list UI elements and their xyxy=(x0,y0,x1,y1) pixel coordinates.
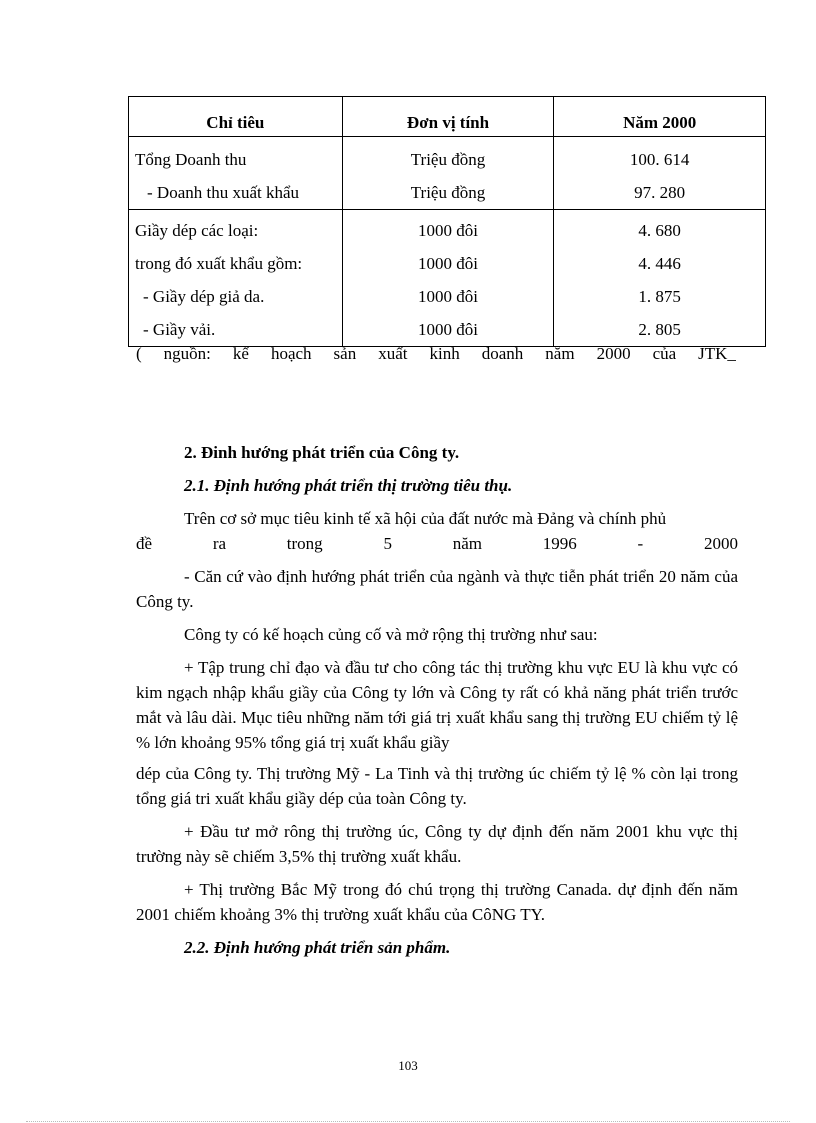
p1-word: 5 xyxy=(383,534,392,553)
header-year: Năm 2000 xyxy=(554,97,766,137)
source-word: xuất xyxy=(378,344,408,363)
source-word: kinh xyxy=(429,344,460,363)
source-word: sản xyxy=(333,344,357,363)
paragraph-3: Công ty có kế hoạch củng cố và mở rộng thị trường như sau: xyxy=(184,625,598,644)
source-word: nguồn: xyxy=(163,344,211,363)
paragraph-1-line-1: Trên cơ sở mục tiêu kinh tế xã hội của đất nước mà Đảng và chính phủ xyxy=(184,509,667,528)
table-row xyxy=(129,137,766,177)
paragraph-4: + Tập trung chỉ đạo và đầu tư cho công tác thị trường khu vực EU là khu vực có kim ngạch nhập khẩu giầy của Công ty lớn và Công ty rất có khả năng phát triển trước mắt và lâu dài. Mục tiêu những năm tới giá trị xuất khẩu sang thị trường EU chiếm tỷ lệ % lớn khoảng 95% tổng giá trị xuất khẩu giầy xyxy=(136,658,738,752)
paragraph-2: - Căn cứ vào định hướng phát triển của ngành và thực tiễn phát triển 20 năm của Công ty. xyxy=(136,567,738,611)
header-indicator: Chỉ tiêu xyxy=(129,97,343,137)
paragraph-7: + Thị trường Bắc Mỹ trong đó chú trọng thị trường Canada. dự định đến năm 2001 chiếm khoảng 3% thị trường xuất khẩu của CôNG TY. xyxy=(136,880,738,924)
row-label: Giầy dép các loại: xyxy=(129,210,343,248)
table-row xyxy=(129,210,766,248)
p1-word: đề xyxy=(136,534,153,553)
paragraph-6: + Đầu tư mở rông thị trường úc, Công ty dự định đến năm 2001 khu vực thị trường này sẽ chiếm 3,5% thị trường xuất khẩu. xyxy=(136,822,738,866)
row-unit: 1000 đôi xyxy=(342,210,554,248)
source-word: doanh xyxy=(481,344,524,363)
row-unit: 1000 đôi xyxy=(342,313,554,347)
row-unit: Triệu đồng xyxy=(342,176,554,210)
row-unit: 1000 đôi xyxy=(342,247,554,280)
row-unit: 1000 đôi xyxy=(342,280,554,313)
source-word: ( xyxy=(136,344,142,363)
row-value: 1. 875 xyxy=(554,280,766,313)
p1-word: ra xyxy=(212,534,227,553)
p1-word: năm xyxy=(452,534,482,553)
source-word: của xyxy=(652,344,677,363)
source-word: năm xyxy=(545,344,575,363)
row-label: - Giầy dép giả da. xyxy=(129,280,343,313)
source-word: hoạch xyxy=(270,344,312,363)
page-bottom-divider xyxy=(26,1121,790,1122)
source-word: JTK_ xyxy=(698,344,736,363)
row-value: 4. 446 xyxy=(554,247,766,280)
row-value: 2. 805 xyxy=(554,313,766,347)
row-label: - Giầy vải. xyxy=(129,313,343,347)
p1-word: - xyxy=(637,534,644,553)
table-source-note xyxy=(136,344,736,364)
page-number: 103 xyxy=(398,1058,418,1073)
row-unit: Triệu đồng xyxy=(342,137,554,177)
table-header-row xyxy=(129,97,766,137)
row-value: 4. 680 xyxy=(554,210,766,248)
header-unit: Đơn vị tính xyxy=(342,97,554,137)
section-heading-2: 2. Đinh hướng phát triển của Công ty. xyxy=(184,443,460,462)
table-row xyxy=(129,247,766,280)
row-label: Tổng Doanh thu xyxy=(129,137,343,177)
revenue-table xyxy=(128,96,766,347)
table-row xyxy=(129,176,766,210)
row-value: 97. 280 xyxy=(554,176,766,210)
table-row xyxy=(129,280,766,313)
section-heading-2-2: 2.2. Định hướng phát triển sản phẩm. xyxy=(184,938,451,957)
source-word: 2000 xyxy=(596,344,631,363)
row-label: - Doanh thu xuất khẩu xyxy=(129,176,343,210)
p1-word: trong xyxy=(286,534,323,553)
row-label: trong đó xuất khẩu gồm: xyxy=(129,247,343,280)
source-word: kế xyxy=(232,344,249,363)
body-text xyxy=(136,440,738,960)
section-heading-2-1: 2.1. Định hướng phát triển thị trường tiêu thụ. xyxy=(184,476,513,495)
table-row xyxy=(129,313,766,347)
p1-word: 1996 xyxy=(542,534,577,553)
p1-word: 2000 xyxy=(703,534,738,553)
paragraph-5: dép của Công ty. Thị trường Mỹ - La Tinh và thị trường úc chiếm tỷ lệ % còn lại trong tổng giá tri xuất khẩu giầy dép của toàn Công ty. xyxy=(136,764,738,808)
row-value: 100. 614 xyxy=(554,137,766,177)
paragraph-1-line-2 xyxy=(136,531,738,556)
